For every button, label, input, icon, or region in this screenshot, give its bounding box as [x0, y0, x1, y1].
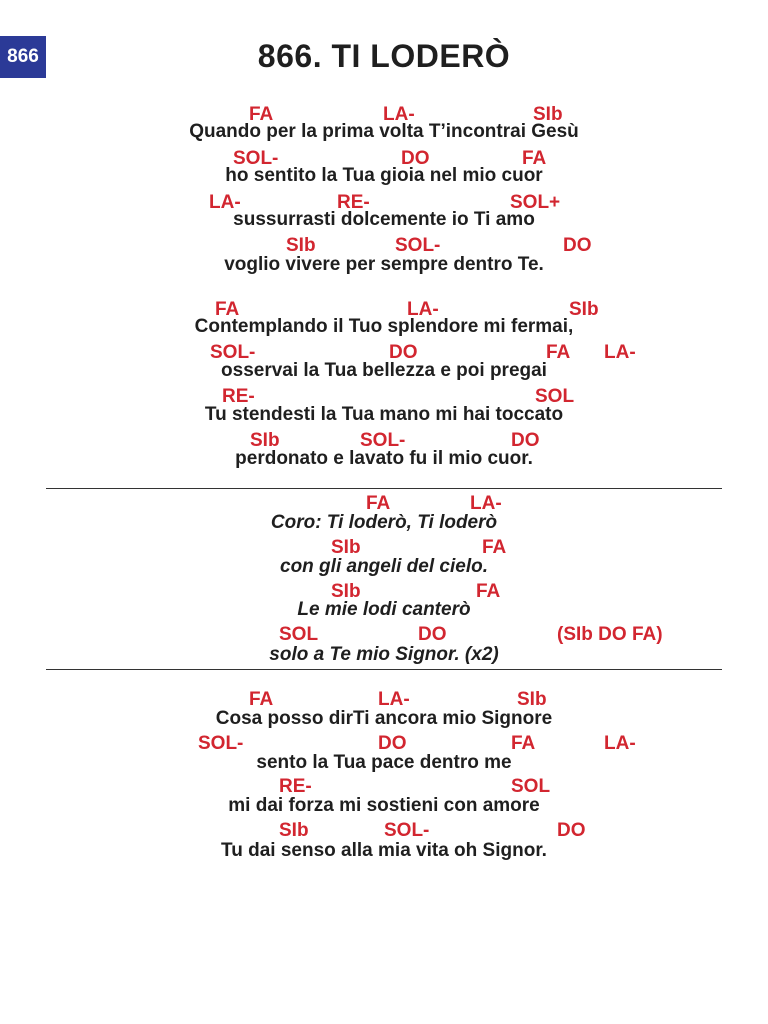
chord: FA	[522, 148, 547, 169]
chord: SIb	[331, 537, 361, 558]
lyric-line: osservai la Tua bellezza e poi pregai	[221, 360, 547, 381]
chord: SIb	[250, 430, 280, 451]
chord: SIb	[331, 581, 361, 602]
chord: DO	[378, 733, 407, 754]
chord: SOL-	[395, 235, 441, 256]
chord: SIb	[533, 104, 563, 125]
lyric-line: ho sentito la Tua gioia nel mio cuor	[225, 165, 543, 186]
lyric-line: Cosa posso dirTi ancora mio Signore	[215, 708, 553, 729]
chord: FA	[249, 104, 274, 125]
chord: SOL-	[198, 733, 244, 754]
lyric-line: sento la Tua pace dentro me	[256, 752, 512, 773]
divider-top	[46, 488, 722, 489]
chord: FA	[482, 537, 507, 558]
chord: LA-	[407, 299, 439, 320]
chorus-line: con gli angeli del cielo.	[280, 556, 488, 577]
chord: DO	[418, 624, 447, 645]
chord: SOL-	[384, 820, 430, 841]
lyric-line: Tu stendesti la Tua mano mi hai toccato	[204, 404, 564, 425]
chord: SOL	[279, 624, 319, 645]
lyric-line: Tu dai senso alla mia vita oh Signor.	[221, 840, 547, 861]
lyric-line: sussurrasti dolcemente io Ti amo	[233, 209, 535, 230]
chord: SOL	[511, 776, 551, 797]
chord: SIb	[517, 689, 547, 710]
chord: FA	[476, 581, 501, 602]
chord: DO	[389, 342, 418, 363]
chord: SIb	[569, 299, 599, 320]
chord: SIb	[279, 820, 309, 841]
chorus-line: Coro: Ti loderò, Ti loderò	[270, 512, 498, 533]
chord: DO	[557, 820, 586, 841]
chord: DO	[511, 430, 540, 451]
chord: RE-	[279, 776, 312, 797]
chord: FA	[366, 493, 391, 514]
chord: FA	[546, 342, 571, 363]
song-number-badge: 866	[0, 36, 46, 78]
chord: DO	[401, 148, 430, 169]
chord: FA	[249, 689, 274, 710]
lyric-line: voglio vivere per sempre dentro Te.	[224, 254, 544, 275]
lyric-line: perdonato e lavato fu il mio cuor.	[235, 448, 533, 469]
chorus-line: Le mie lodi canterò	[297, 599, 471, 620]
page-title: 866. TI LODERÒ	[257, 38, 511, 74]
chord: SOL-	[210, 342, 256, 363]
chord: SOL-	[233, 148, 279, 169]
chord: SOL+	[510, 192, 561, 213]
chord: FA	[511, 733, 536, 754]
chord: RE-	[337, 192, 370, 213]
chorus-line: solo a Te mio Signor. (x2)	[269, 644, 499, 665]
chord: SOL-	[360, 430, 406, 451]
divider-bottom	[46, 669, 722, 670]
chord: FA	[215, 299, 240, 320]
chord: DO	[563, 235, 592, 256]
chord: LA-	[378, 689, 410, 710]
chord: SIb	[286, 235, 316, 256]
chord: RE-	[222, 386, 255, 407]
chord: SOL	[535, 386, 575, 407]
chord: (SIb DO FA)	[557, 624, 663, 645]
lyric-line: Quando per la prima volta T’incontrai Gesù	[189, 121, 579, 142]
chord: LA-	[383, 104, 415, 125]
chord: LA-	[604, 733, 636, 754]
chord: LA-	[470, 493, 502, 514]
lyric-line: Contemplando il Tuo splendore mi fermai,	[194, 316, 574, 337]
chord: LA-	[209, 192, 241, 213]
lyric-line: mi dai forza mi sostieni con amore	[228, 795, 540, 816]
chord: LA-	[604, 342, 636, 363]
